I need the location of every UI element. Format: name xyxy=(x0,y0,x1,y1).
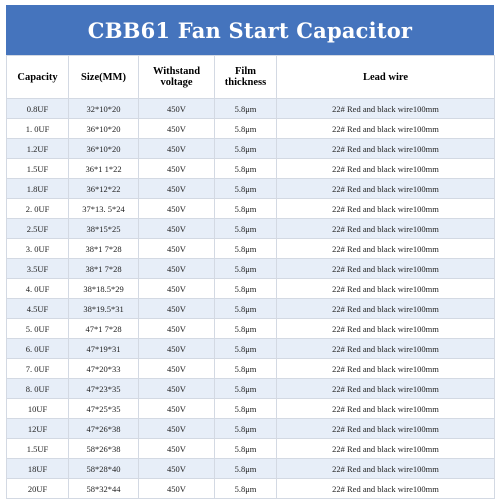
capacity-cell: 3. 0UF xyxy=(7,239,69,259)
table-row xyxy=(7,339,495,359)
film-thickness-cell: 5.8μm xyxy=(215,319,277,339)
table-row xyxy=(7,99,495,119)
lead-wire-cell: 22# Red and black wire100mm xyxy=(277,99,495,119)
size-cell: 36*1 1*22 xyxy=(69,159,139,179)
voltage-cell: 450V xyxy=(139,379,215,399)
size-cell: 47*1 7*28 xyxy=(69,319,139,339)
voltage-cell: 450V xyxy=(139,299,215,319)
film-thickness-cell: 5.8μm xyxy=(215,479,277,499)
size-cell: 38*18.5*29 xyxy=(69,279,139,299)
size-cell: 47*25*35 xyxy=(69,399,139,419)
voltage-cell: 450V xyxy=(139,199,215,219)
lead-wire-cell: 22# Red and black wire100mm xyxy=(277,199,495,219)
size-cell: 58*26*38 xyxy=(69,439,139,459)
capacity-cell: 12UF xyxy=(7,419,69,439)
table-row xyxy=(7,399,495,419)
size-cell: 58*28*40 xyxy=(69,459,139,479)
voltage-cell: 450V xyxy=(139,419,215,439)
table-row xyxy=(7,359,495,379)
table-row xyxy=(7,179,495,199)
size-cell: 36*10*20 xyxy=(69,119,139,139)
film-thickness-cell: 5.8μm xyxy=(215,379,277,399)
film-thickness-cell: 5.8μm xyxy=(215,239,277,259)
lead-wire-cell: 22# Red and black wire100mm xyxy=(277,279,495,299)
table-row xyxy=(7,139,495,159)
size-cell: 36*12*22 xyxy=(69,179,139,199)
capacity-cell: 7. 0UF xyxy=(7,359,69,379)
capacity-cell: 2. 0UF xyxy=(7,199,69,219)
lead-wire-cell: 22# Red and black wire100mm xyxy=(277,139,495,159)
capacity-cell: 1.2UF xyxy=(7,139,69,159)
voltage-cell: 450V xyxy=(139,339,215,359)
voltage-cell: 450V xyxy=(139,399,215,419)
size-cell: 47*20*33 xyxy=(69,359,139,379)
film-thickness-cell: 5.8μm xyxy=(215,419,277,439)
table-body xyxy=(7,99,495,499)
voltage-cell: 450V xyxy=(139,479,215,499)
voltage-cell: 450V xyxy=(139,99,215,119)
film-thickness-cell: 5.8μm xyxy=(215,199,277,219)
voltage-cell: 450V xyxy=(139,119,215,139)
lead-wire-cell: 22# Red and black wire100mm xyxy=(277,239,495,259)
capacity-cell: 10UF xyxy=(7,399,69,419)
voltage-cell: 450V xyxy=(139,239,215,259)
capacity-cell: 2.5UF xyxy=(7,219,69,239)
header-lead-wire: Lead wire xyxy=(277,56,495,99)
capacity-cell: 5. 0UF xyxy=(7,319,69,339)
header-size: Size(MM) xyxy=(69,56,139,99)
capacity-cell: 4. 0UF xyxy=(7,279,69,299)
size-cell: 32*10*20 xyxy=(69,99,139,119)
lead-wire-cell: 22# Red and black wire100mm xyxy=(277,179,495,199)
voltage-cell: 450V xyxy=(139,179,215,199)
capacity-cell: 18UF xyxy=(7,459,69,479)
voltage-cell: 450V xyxy=(139,439,215,459)
header-capacity: Capacity xyxy=(7,56,69,99)
voltage-cell: 450V xyxy=(139,279,215,299)
size-cell: 38*1 7*28 xyxy=(69,259,139,279)
capacity-cell: 1.5UF xyxy=(7,439,69,459)
page-title: CBB61 Fan Start Capacitor xyxy=(6,5,494,55)
capacity-cell: 8. 0UF xyxy=(7,379,69,399)
spec-sheet xyxy=(6,5,494,496)
capacity-cell: 1.5UF xyxy=(7,159,69,179)
lead-wire-cell: 22# Red and black wire100mm xyxy=(277,459,495,479)
table-row xyxy=(7,279,495,299)
voltage-cell: 450V xyxy=(139,319,215,339)
voltage-cell: 450V xyxy=(139,259,215,279)
header-film-thickness: Film thickness xyxy=(215,56,277,99)
film-thickness-cell: 5.8μm xyxy=(215,179,277,199)
table-row xyxy=(7,459,495,479)
spec-table xyxy=(6,55,495,499)
capacity-cell: 0.8UF xyxy=(7,99,69,119)
capacity-cell: 4.5UF xyxy=(7,299,69,319)
film-thickness-cell: 5.8μm xyxy=(215,279,277,299)
lead-wire-cell: 22# Red and black wire100mm xyxy=(277,419,495,439)
lead-wire-cell: 22# Red and black wire100mm xyxy=(277,479,495,499)
voltage-cell: 450V xyxy=(139,359,215,379)
voltage-cell: 450V xyxy=(139,159,215,179)
lead-wire-cell: 22# Red and black wire100mm xyxy=(277,399,495,419)
table-row xyxy=(7,379,495,399)
size-cell: 38*1 7*28 xyxy=(69,239,139,259)
table-row xyxy=(7,299,495,319)
film-thickness-cell: 5.8μm xyxy=(215,259,277,279)
table-header-row xyxy=(7,56,495,99)
table-row xyxy=(7,439,495,459)
table-row xyxy=(7,239,495,259)
lead-wire-cell: 22# Red and black wire100mm xyxy=(277,339,495,359)
table-row xyxy=(7,479,495,499)
capacity-cell: 6. 0UF xyxy=(7,339,69,359)
film-thickness-cell: 5.8μm xyxy=(215,399,277,419)
size-cell: 36*10*20 xyxy=(69,139,139,159)
lead-wire-cell: 22# Red and black wire100mm xyxy=(277,119,495,139)
table-row xyxy=(7,199,495,219)
film-thickness-cell: 5.8μm xyxy=(215,439,277,459)
lead-wire-cell: 22# Red and black wire100mm xyxy=(277,299,495,319)
table-row xyxy=(7,159,495,179)
film-thickness-cell: 5.8μm xyxy=(215,159,277,179)
table-row xyxy=(7,319,495,339)
table-row xyxy=(7,259,495,279)
voltage-cell: 450V xyxy=(139,219,215,239)
voltage-cell: 450V xyxy=(139,139,215,159)
capacity-cell: 1. 0UF xyxy=(7,119,69,139)
size-cell: 38*15*25 xyxy=(69,219,139,239)
header-withstand-voltage: Withstand voltage xyxy=(139,56,215,99)
capacity-cell: 3.5UF xyxy=(7,259,69,279)
film-thickness-cell: 5.8μm xyxy=(215,139,277,159)
size-cell: 38*19.5*31 xyxy=(69,299,139,319)
size-cell: 37*13. 5*24 xyxy=(69,199,139,219)
voltage-cell: 450V xyxy=(139,459,215,479)
size-cell: 47*23*35 xyxy=(69,379,139,399)
lead-wire-cell: 22# Red and black wire100mm xyxy=(277,319,495,339)
table-row xyxy=(7,219,495,239)
film-thickness-cell: 5.8μm xyxy=(215,119,277,139)
table-row xyxy=(7,419,495,439)
size-cell: 47*26*38 xyxy=(69,419,139,439)
lead-wire-cell: 22# Red and black wire100mm xyxy=(277,219,495,239)
film-thickness-cell: 5.8μm xyxy=(215,359,277,379)
lead-wire-cell: 22# Red and black wire100mm xyxy=(277,359,495,379)
size-cell: 58*32*44 xyxy=(69,479,139,499)
size-cell: 47*19*31 xyxy=(69,339,139,359)
film-thickness-cell: 5.8μm xyxy=(215,339,277,359)
table-row xyxy=(7,119,495,139)
film-thickness-cell: 5.8μm xyxy=(215,459,277,479)
film-thickness-cell: 5.8μm xyxy=(215,99,277,119)
film-thickness-cell: 5.8μm xyxy=(215,299,277,319)
film-thickness-cell: 5.8μm xyxy=(215,219,277,239)
lead-wire-cell: 22# Red and black wire100mm xyxy=(277,439,495,459)
capacity-cell: 1.8UF xyxy=(7,179,69,199)
lead-wire-cell: 22# Red and black wire100mm xyxy=(277,379,495,399)
lead-wire-cell: 22# Red and black wire100mm xyxy=(277,159,495,179)
capacity-cell: 20UF xyxy=(7,479,69,499)
lead-wire-cell: 22# Red and black wire100mm xyxy=(277,259,495,279)
